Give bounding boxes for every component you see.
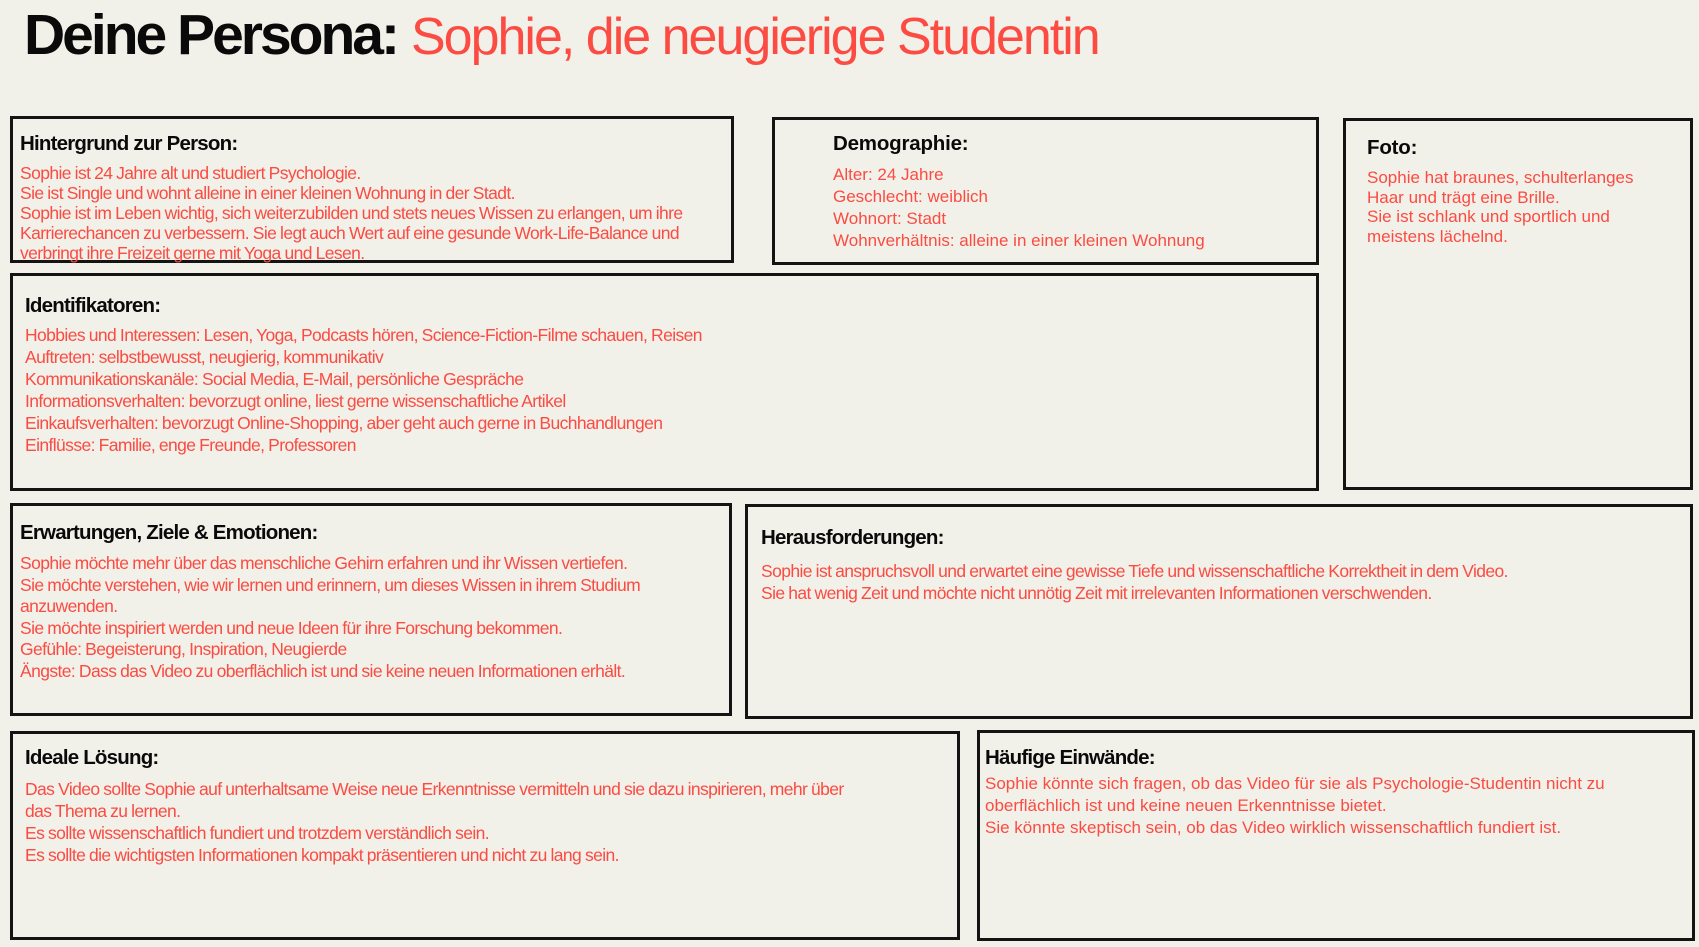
section-demographie — [772, 117, 1319, 265]
section-hintergrund — [10, 116, 734, 263]
text-line: Geschlecht: weiblich — [833, 187, 988, 206]
text-line: das Thema zu lernen. — [25, 801, 181, 821]
text-line: Das Video sollte Sophie auf unterhaltsame Weise neue Erkenntnisse vermitteln und sie dazu inspirieren, mehr über — [25, 779, 844, 799]
section-herausforderungen-heading: Herausforderungen: — [761, 526, 944, 549]
section-identifikatoren-heading: Identifikatoren: — [25, 294, 161, 317]
text-line: Sie möchte verstehen, wie wir lernen und erinnern, um dieses Wissen in ihrem Studium — [20, 574, 641, 595]
text-line: Sie könnte skeptisch sein, ob das Video wirklich wissenschaftlich fundiert ist. — [985, 818, 1562, 837]
text-line: Sophie ist 24 Jahre alt und studiert Psychologie. — [20, 163, 361, 183]
section-erwartungen-heading: Erwartungen, Ziele & Emotionen: — [20, 521, 318, 544]
section-hintergrund-heading: Hintergrund zur Person: — [20, 132, 238, 155]
text-line: Auftreten: selbstbewusst, neugierig, kommunikativ — [25, 347, 384, 367]
text-line: Kommunikationskanäle: Social Media, E-Mail, persönliche Gespräche — [25, 369, 524, 389]
text-line: Sie möchte inspiriert werden und neue Ideen für ihre Forschung bekommen. — [20, 617, 563, 638]
page-title — [24, 2, 1099, 68]
text-line: Wohnort: Stadt — [833, 209, 947, 228]
section-ideale-loesung — [10, 731, 960, 940]
text-line: Einkaufsverhalten: bevorzugt Online-Shopping, aber geht auch gerne in Buchhandlungen — [25, 413, 663, 433]
text-line: anzuwenden. — [20, 596, 118, 616]
section-foto-heading: Foto: — [1367, 136, 1418, 159]
text-line: Sophie ist anspruchsvoll und erwartet eine gewisse Tiefe und wissenschaftliche Korrektheit in dem Video. — [761, 561, 1508, 581]
text-line: Sophie möchte mehr über das menschliche Gehirn erfahren und ihr Wissen vertiefen. — [20, 553, 628, 573]
text-line: Sie ist Single und wohnt alleine in einer kleinen Wohnung in der Stadt. — [20, 183, 515, 203]
section-identifikatoren — [10, 273, 1319, 491]
text-line: verbringt ihre Freizeit gerne mit Yoga und Lesen. — [20, 243, 365, 263]
text-line: Hobbies und Interessen: Lesen, Yoga, Podcasts hören, Science-Fiction-Filme schauen, Reisen — [25, 325, 702, 345]
text-line: Es sollte wissenschaftlich fundiert und trotzdem verständlich sein. — [25, 823, 490, 843]
text-line: Wohnverhältnis: alleine in einer kleinen Wohnung — [833, 231, 1205, 250]
title-prefix: Deine Persona: — [24, 3, 397, 67]
text-line: Gefühle: Begeisterung, Inspiration, Neugierde — [20, 639, 347, 659]
section-ideale-loesung-heading: Ideale Lösung: — [25, 746, 159, 769]
text-line: Haar und trägt eine Brille. — [1367, 187, 1560, 207]
text-line: Karrierechancen zu verbessern. Sie legt auch Wert auf eine gesunde Work-Life-Balance und — [20, 223, 679, 243]
section-erwartungen-ziele-emotionen — [10, 503, 732, 716]
text-line: oberflächlich ist und keine neuen Erkenntnisse bietet. — [985, 796, 1387, 815]
text-line: Ängste: Dass das Video zu oberflächlich ist und sie keine neuen Informationen erhält. — [20, 660, 626, 681]
section-haeufige-einwaende-heading: Häufige Einwände: — [985, 746, 1155, 769]
title-persona-name: Sophie, die neugierige Studentin — [410, 8, 1099, 66]
section-herausforderungen — [745, 504, 1693, 719]
text-line: Alter: 24 Jahre — [833, 165, 944, 184]
text-line: Sie hat wenig Zeit und möchte nicht unnötig Zeit mit irrelevanten Informationen verschwenden. — [761, 583, 1432, 603]
section-foto — [1343, 118, 1693, 490]
text-line: Sophie könnte sich fragen, ob das Video für sie als Psychologie-Studentin nicht zu — [985, 774, 1605, 793]
text-line: Sie ist schlank und sportlich und — [1367, 207, 1610, 226]
text-line: Sophie hat braunes, schulterlanges — [1367, 168, 1634, 187]
text-line: Einflüsse: Familie, enge Freunde, Professoren — [25, 435, 356, 455]
section-haeufige-einwaende — [977, 730, 1695, 941]
section-demographie-heading: Demographie: — [833, 132, 969, 155]
text-line: Sophie ist im Leben wichtig, sich weiterzubilden und stets neues Wissen zu erlangen, um ihre — [20, 203, 683, 223]
text-line: Es sollte die wichtigsten Informationen kompakt präsentieren und nicht zu lang sein. — [25, 845, 619, 865]
text-line: Informationsverhalten: bevorzugt online, liest gerne wissenschaftliche Artikel — [25, 391, 566, 411]
text-line: meistens lächelnd. — [1367, 226, 1508, 246]
